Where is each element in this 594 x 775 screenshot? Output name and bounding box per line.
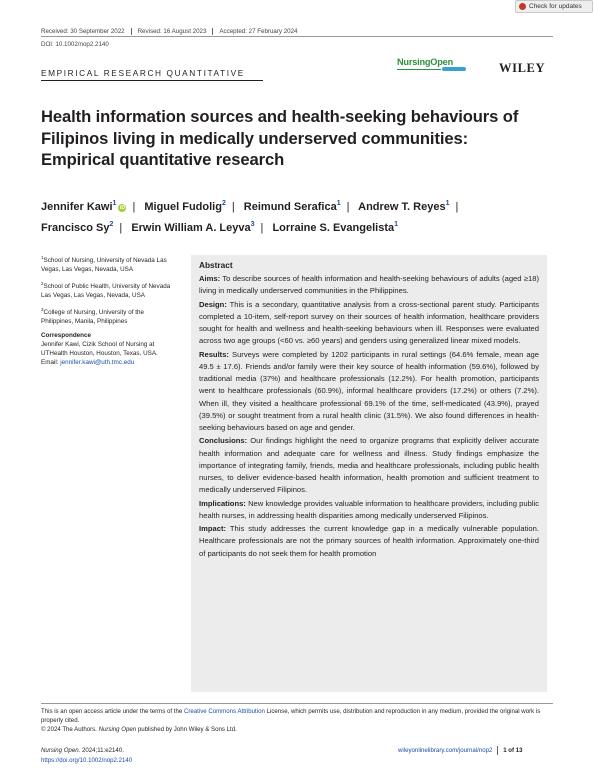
accepted-date: Accepted: 27 February 2024: [219, 28, 298, 35]
author-separator: |: [346, 201, 350, 213]
license-link[interactable]: Creative Commons Attribution: [183, 708, 265, 715]
abstract-aims: Aims: To describe sources of health information and health-seeking behaviours of adults (aged ≥18) living in medically underserved communities in the Philippines.: [199, 274, 539, 296]
author-name[interactable]: Lorraine S. Evangelista: [272, 222, 395, 234]
received-date: Received: 30 September 2022: [41, 28, 132, 35]
affiliations: [41, 253, 176, 372]
footer-divider: [41, 703, 553, 704]
header-divider: [41, 36, 553, 37]
author-affiliation-sup: 1: [394, 221, 399, 228]
article-dates: [41, 28, 310, 35]
abstract-conclusions: Conclusions: Our findings highlight the need to organize programs that explicitly deliver accurate health information and adequate care for wellness and illness. Study findings emphasize the importance of integrating family, friends, media and healthcare professionals, including public health nurses, to deliver evidence-based health information, health promotion and sufficient treatment to medically underserved Filipinos.: [199, 436, 539, 495]
journal-logo: NursingOpen: [397, 57, 453, 67]
section-label: EMPIRICAL RESEARCH QUANTITATIVE: [41, 68, 245, 78]
license-note: This is an open access article under the terms of the Creative Commons Attribution License, which permits use, distribution and reproduction in any medium, provided the original work is properly cited. © 2024 The Authors. Nursing Open published by John Wiley & Sons Ltd.: [41, 708, 541, 733]
author-name[interactable]: Andrew T. Reyes: [358, 201, 446, 213]
author-name[interactable]: Reimund Serafica: [243, 201, 337, 213]
author-affiliation-sup: 3: [250, 221, 255, 228]
journal-footer: [398, 746, 523, 755]
author-separator: |: [231, 201, 235, 213]
section-label-underline: [41, 80, 263, 81]
abstract-implications: Implications: New knowledge provides valuable information to healthcare providers, including public health nurses, in addressing health disparities among medically underserved Filipinos.: [199, 498, 539, 520]
check-for-updates-button[interactable]: [515, 0, 593, 13]
correspondence-heading: Correspondence: [41, 332, 92, 340]
crossmark-icon: [519, 3, 526, 10]
page-number: 1 of 13: [503, 747, 523, 754]
author-separator: |: [455, 201, 459, 213]
publisher-logo: WILEY: [499, 61, 546, 75]
abstract-impact: Impact: This study addresses the current knowledge gap in a medically vulnerable population. Healthcare professionals are not the primary sources of health information. Approximately one-third of participants do not seek them for health promotion: [199, 524, 539, 558]
citation: Nursing Open. 2024;11:e2140. https://doi.org/10.1002/nop2.2140: [41, 747, 133, 764]
author-affiliation-sup: 2: [221, 200, 226, 207]
open-access-badge: [442, 67, 466, 71]
abstract-box: [191, 255, 547, 692]
journal-logo-line: [397, 69, 441, 70]
correspondence-text: Jennifer Kawi, Cizik School of Nursing at UTHealth Houston, Houston, Texas, USA. Email: jennifer.kawi@uth.tmc.edu: [41, 341, 158, 367]
abstract-heading: Abstract: [199, 260, 233, 270]
affiliation: $^3$College of Nursing, University of the Philippines, Manila, Philippines: [41, 307, 144, 326]
orcid-icon[interactable]: iD: [119, 205, 125, 211]
author-name[interactable]: Francisco Sy: [41, 222, 110, 234]
author-affiliation-sup: 1: [336, 200, 341, 207]
affiliation: $^1$School of Nursing, University of Nevada Las Vegas, Las Vegas, Nevada, USA: [41, 255, 167, 274]
doi-link[interactable]: https://doi.org/10.1002/nop2.2140: [41, 756, 133, 764]
author-name[interactable]: Jennifer Kawi: [41, 201, 113, 213]
author-list: [41, 195, 541, 237]
article-title: Health information sources and health-seeking behaviours of Filipinos living in medically underserved communities: Empirical quantitative research: [41, 107, 519, 169]
author-separator: |: [119, 222, 123, 234]
author-affiliation-sup: 1: [445, 200, 450, 207]
check-for-updates-label: Check for updates: [529, 3, 582, 10]
author-name[interactable]: Miguel Fudolig: [144, 201, 222, 213]
author-separator: |: [260, 222, 264, 234]
abstract-design: Design: This is a secondary, quantitative analysis from a cross-sectional parent study. Participants completed a 10-item, self-report survey on their sources of health information, healthcare providers sought for health and wellness and health-seeking behaviours when ill. Responses were evaluated across two age groups (<60 vs. ≥60 years) and genders using generalized linear mixed models.: [199, 299, 539, 346]
correspondence-email-link[interactable]: jennifer.kawi@uth.tmc.edu: [60, 359, 135, 367]
abstract-results: Results: Surveys were completed by 1202 participants in rural settings (64.6% female, mean age 49.5 ± 17.6). Friends and/or family were their key source of health information (59.6%), followed by traditional media (37%) and healthcare professionals (12.2%). For health promotion, participants went to healthcare professionals (60.9%), informal healthcare providers (17.2%) or others (7.2%). When ill, they visited a healthcare professional 69.1% of the time, self-medicated (43.9%), prayed (39.5%) or sought treatment from a rural health clinic (31.5%). We also found differences in health-seeking behaviours based on age and gender.: [199, 349, 539, 432]
revised-date: Revised: 16 August 2023: [138, 28, 214, 35]
author-name[interactable]: Erwin William A. Leyva: [131, 222, 251, 234]
author-affiliation-sup: 2: [109, 221, 114, 228]
doi: DOI: 10.1002/nop2.2140: [41, 41, 109, 48]
author-affiliation-sup: 1: [112, 200, 117, 207]
author-separator: |: [132, 201, 136, 213]
affiliation: $^2$School of Public Health, University of Nevada Las Vegas, Las Vegas, Nevada, USA: [41, 281, 171, 300]
journal-url-link[interactable]: wileyonlinelibrary.com/journal/nop2: [398, 747, 493, 754]
footer-separator: [497, 746, 498, 755]
